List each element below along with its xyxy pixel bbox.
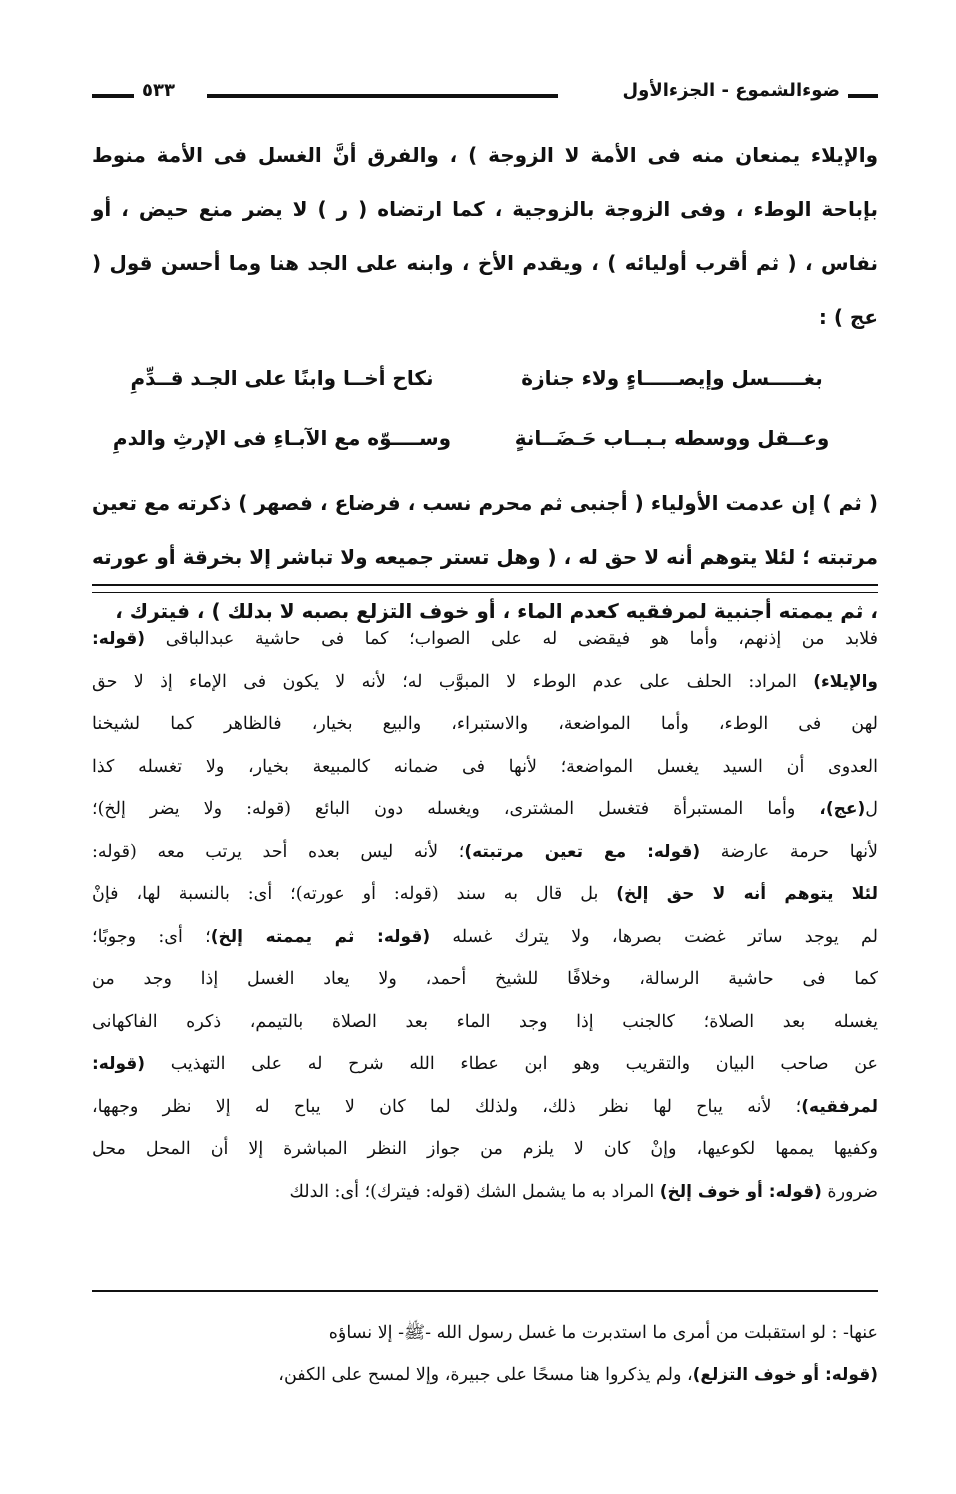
footnote-line: ل(عج)، وأما المستبرأة فتغسل المشترى، ويغسله دون البائع (قوله: ولا يضر إلخ)؛ (92, 799, 878, 819)
footnote-line: لهن فى الوطء، وأما المواضعة، والاستبراء، والبيع بخيار، فالظاهر كما لشيخنا (92, 714, 878, 734)
continued-note-line: عنها- : لو استقبلت من أمرى ما استدبرت ما غسل رسول الله -ﷺ- إلا نساؤه (328, 1323, 878, 1343)
continued-note-line: (قوله: أو خوف التزلع)، ولم يذكروا هنا مسحًا على جبيرة، وإلا لمسح على الكفن، (278, 1365, 878, 1385)
poem (92, 348, 878, 468)
hemistich-second: وســــوّه مع الآبـاءِ فى الإرثِ والدمِ (112, 426, 452, 450)
footnote-line: لم يوجد ساتر غضت بصرها، ولا يترك غسله (قوله: ثم يممته إلخ)؛ أى: وجوبًا؛ (92, 926, 878, 947)
page-number: ٥٣٣ (142, 80, 175, 101)
main-text (92, 128, 878, 638)
footnote-line: العدوى أن السيد يغسل المواضعة؛ لأنها فى ضمانه كالمبيعة بخيار، ولا تغسله كذا (92, 756, 878, 777)
footnote-line: لأنها حرمة عارضة (قوله: مع تعين مرتبته)؛ لأنه ليس بعده أحد يرتب معه (قوله: (92, 841, 878, 862)
poem-verse (92, 408, 878, 468)
footnote-separator-thick (92, 584, 878, 586)
continuation-separator (92, 1290, 878, 1292)
header-rule-right (848, 94, 878, 98)
main-paragraph-1: والإيلاء يمنعان منه فى الأمة لا الزوجة ) ، والفرق أنَّ الغسل فى الأمة منوط بإباحة الوطء ، وفى الزوجة بالزوجية ، كما ارتضاه ( ر ) لا يضر منع حيض ، أو نفاس ، ( ثم أقرب أوليائه ) ، ويقدم الأخ ، وابنه على الجد هنا وما أحسن قول ( عج ) : (92, 143, 878, 329)
footnote-line: عن صاحب البيان والتقريب وهو ابن عطاء الله شرح له على التهذيب (قوله: (92, 1054, 878, 1074)
poem-verse (92, 348, 878, 408)
footnote-line: ضرورة (قوله: أو خوف إلخ) المراد به ما يشمل الشك (قوله: فيترك)؛ أى: الدلك (289, 1181, 878, 1202)
footnotes (92, 618, 878, 1213)
main-paragraph-2: ( ثم ) إن عدمت الأولياء ( أجنبى ثم محرم نسب ، فرضاع ، فصهر ) ذكرته مع تعين مرتبته ؛ لئلا يتوهم أنه لا حق له ، ( وهل تستر جميعه ولا تباشر إلا بخرقة أو عورته ، ثم يممته أجنبية لمرفقيه كعدم الماء ، أو خوف التزلع بصبه لا بدلك ) ، فيترك ، (92, 491, 878, 623)
continued-notes (92, 1312, 878, 1396)
footnote-line: فلابد من إذنهم، وأما هو فيقضى له على الصواب؛ كما فى حاشية عبدالباقى (قوله: (92, 629, 878, 649)
hemistich-first: بغـــــسل وإيصـــــاءٍ ولاء جنازة (521, 366, 823, 390)
hemistich-first: وعــقل ووسطه بـبــاب حَـضَــانةٍ (514, 426, 830, 450)
header-rule-left (92, 94, 134, 98)
footnote-line: يغسله بعد الصلاة؛ كالجنب إذا وجد الماء بعد الصلاة بالتيمم، ذكره الفاكهانى (92, 1011, 878, 1032)
header-rule-middle (207, 94, 558, 98)
footnote-line: لمرفقيه)؛ لأنه يباح لها نظر ذلك، ولذلك لما كان لا يباح له إلا نظر وجهها، (92, 1096, 878, 1117)
footnote-line: لئلا يتوهم أنه لا حق إلخ) بل قال به سند (قوله: أو عورته)؛ أى: بالنسبة لها، فإنْ (92, 884, 878, 904)
book-title: ضوءالشموع - الجزءالأول (622, 80, 840, 101)
footnote-line: والإيلاء) المراد: الحلف على عدم الوطء لا المبوَّب له؛ لأنه لا يكون فى الإماء إذ لا حق (92, 671, 878, 692)
footnote-separator-thin (92, 592, 878, 593)
running-header (92, 80, 878, 110)
footnote-line: وكفيها يممها لكوعيها، وإنْ كان لا يلزم من جواز النظر المباشرة إلا أن المحل محل (92, 1139, 878, 1159)
hemistich-second: نكاح أخــا وابنًا على الجـد قــدِّمِ (130, 366, 434, 390)
footnote-line: كما فى حاشية الرسالة، وخلافًا للشيخ أحمد، ولا يعاد الغسل إذا وجد من (92, 969, 878, 989)
